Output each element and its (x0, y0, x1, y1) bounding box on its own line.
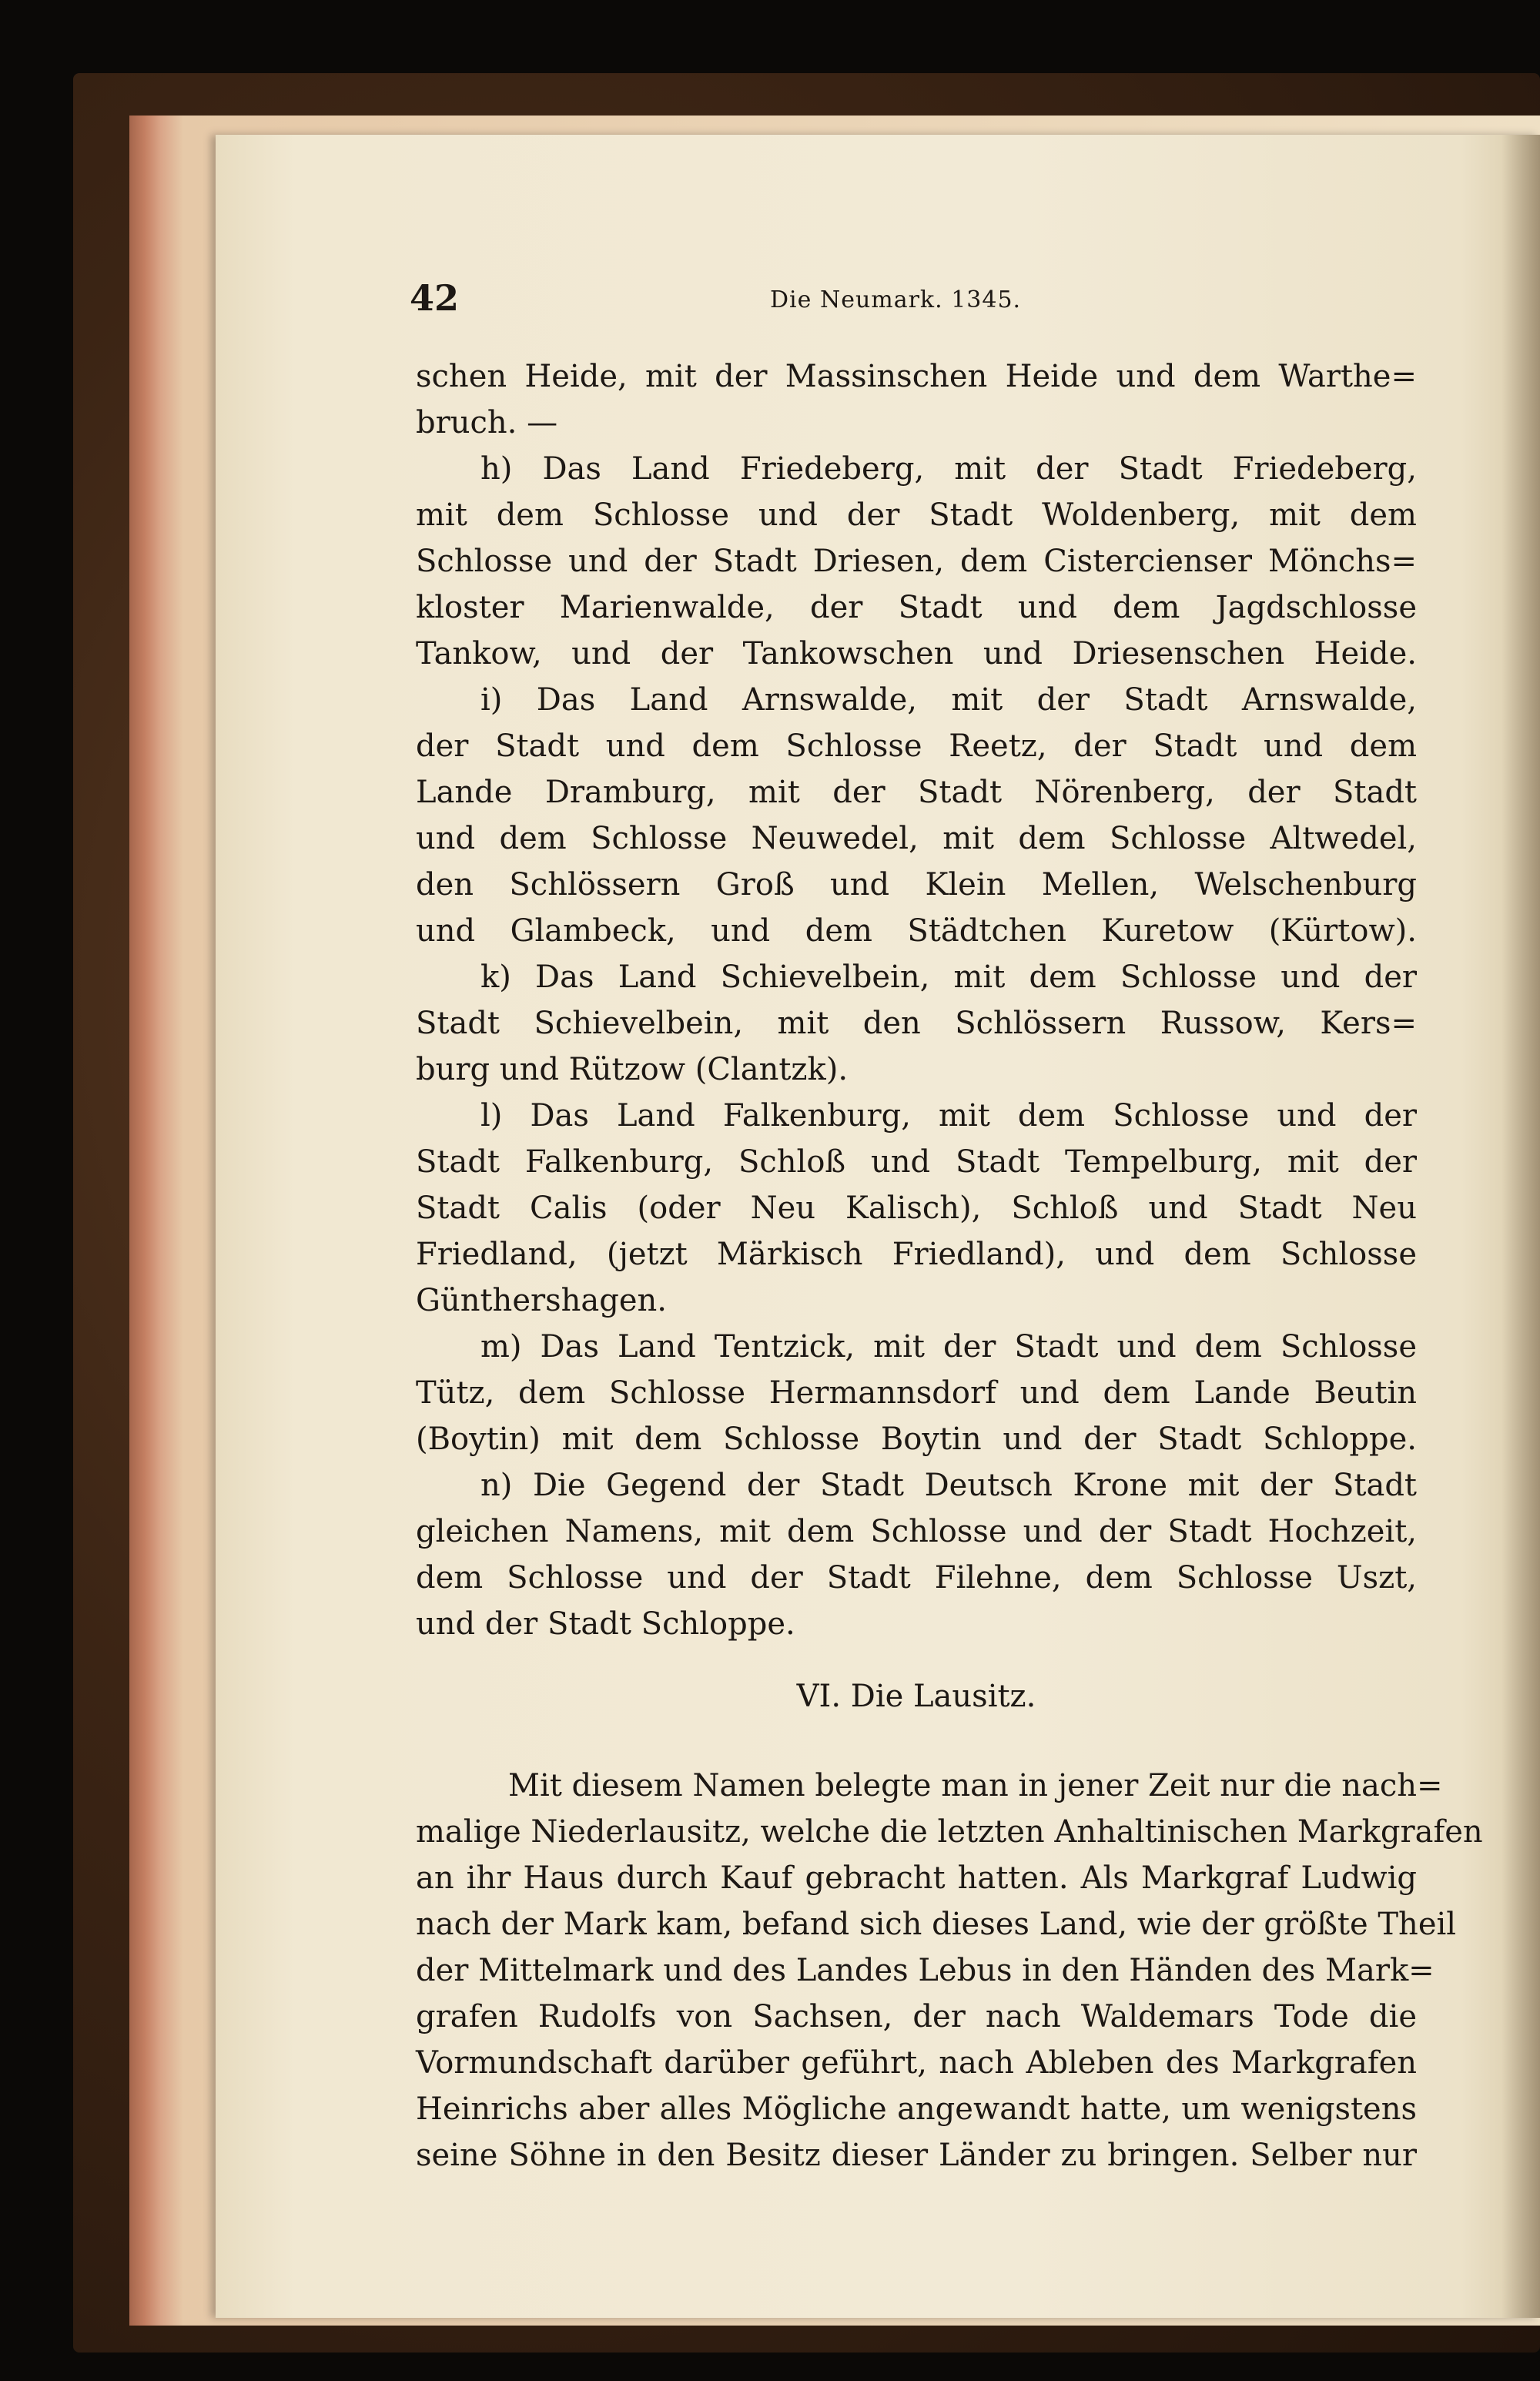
running-title: Die Neumark. 1345. (770, 286, 1022, 313)
text-line: der Stadt und dem Schlosse Reetz, der Stadt und dem (416, 728, 1417, 764)
text-line: schen Heide, mit der Massinschen Heide und dem Warthe= (416, 359, 1417, 394)
text-line: gleichen Namens, mit dem Schlosse und der Stadt Hochzeit, (416, 1514, 1417, 1549)
text-line: (Boytin) mit dem Schlosse Boytin und der Stadt Schloppe. (416, 1422, 1417, 1457)
text-line: dem Schlosse und der Stadt Filehne, dem Schlosse Uszt, (416, 1560, 1417, 1596)
text-line: den Schlössern Groß und Klein Mellen, Welschenburg (416, 867, 1417, 903)
paragraph-line: malige Niederlausitz, welche die letzten Anhaltinischen Markgrafen (416, 1814, 1483, 1850)
paragraph-line: seine Söhne in den Besitz dieser Länder zu bringen. Selber nur (416, 2138, 1417, 2173)
text-line: h) Das Land Friedeberg, mit der Stadt Friedeberg, (480, 451, 1417, 487)
text-line: k) Das Land Schievelbein, mit dem Schlosse und der (480, 959, 1417, 995)
text-line: kloster Marienwalde, der Stadt und dem Jagdschlosse (416, 590, 1417, 625)
text-line: Tütz, dem Schlosse Hermannsdorf und dem Lande Beutin (416, 1375, 1417, 1411)
text-line: l) Das Land Falkenburg, mit dem Schlosse und der (480, 1098, 1417, 1134)
paragraph-line: der Mittelmark und des Landes Lebus in den Händen des Mark= (416, 1953, 1435, 1988)
paragraph-line: Mit diesem Namen belegte man in jener Zeit nur die nach= (508, 1768, 1443, 1803)
text-line: Stadt Calis (oder Neu Kalisch), Schloß und Stadt Neu (416, 1190, 1417, 1226)
paragraph-line: Vormundschaft darüber geführt, nach Ableben des Markgrafen (416, 2045, 1417, 2081)
text-line: mit dem Schlosse und der Stadt Woldenberg, mit dem (416, 497, 1417, 533)
text-line: m) Das Land Tentzick, mit der Stadt und dem Schlosse (480, 1329, 1417, 1365)
paragraph-line: grafen Rudolfs von Sachsen, der nach Waldemars Tode die (416, 1999, 1417, 2034)
text-line: i) Das Land Arnswalde, mit der Stadt Arnswalde, (480, 682, 1417, 718)
text-line: Lande Dramburg, mit der Stadt Nörenberg, der Stadt (416, 775, 1417, 810)
page-number: 42 (410, 277, 460, 319)
text-line: burg und Rützow (Clantzk). (416, 1052, 849, 1087)
paragraph-line: nach der Mark kam, befand sich dieses Land, wie der größte Theil (416, 1907, 1457, 1942)
text-line: n) Die Gegend der Stadt Deutsch Krone mit der Stadt (480, 1468, 1417, 1503)
text-line: Günthershagen. (416, 1283, 667, 1318)
text-line: und dem Schlosse Neuwedel, mit dem Schlosse Altwedel, (416, 821, 1417, 856)
text-line: und Glambeck, und dem Städtchen Kuretow (Kürtow). (416, 913, 1417, 949)
text-line: Schlosse und der Stadt Driesen, dem Cistercienser Mönchs= (416, 544, 1417, 579)
paragraph-line: Heinrichs aber alles Mögliche angewandt hatte, um wenigstens (416, 2091, 1417, 2127)
text-line: Stadt Falkenburg, Schloß und Stadt Tempelburg, mit der (416, 1144, 1417, 1180)
text-line: Tankow, und der Tankowschen und Driesenschen Heide. (416, 636, 1417, 671)
text-line: und der Stadt Schloppe. (416, 1606, 795, 1642)
paragraph-line: an ihr Haus durch Kauf gebracht hatten. Als Markgraf Ludwig (416, 1860, 1417, 1896)
section-heading: VI. Die Lausitz. (796, 1679, 1036, 1714)
text-line: bruch. — (416, 405, 558, 440)
text-line: Friedland, (jetzt Märkisch Friedland), und dem Schlosse (416, 1237, 1417, 1272)
text-line: Stadt Schievelbein, mit den Schlössern Russow, Kers= (416, 1006, 1417, 1041)
